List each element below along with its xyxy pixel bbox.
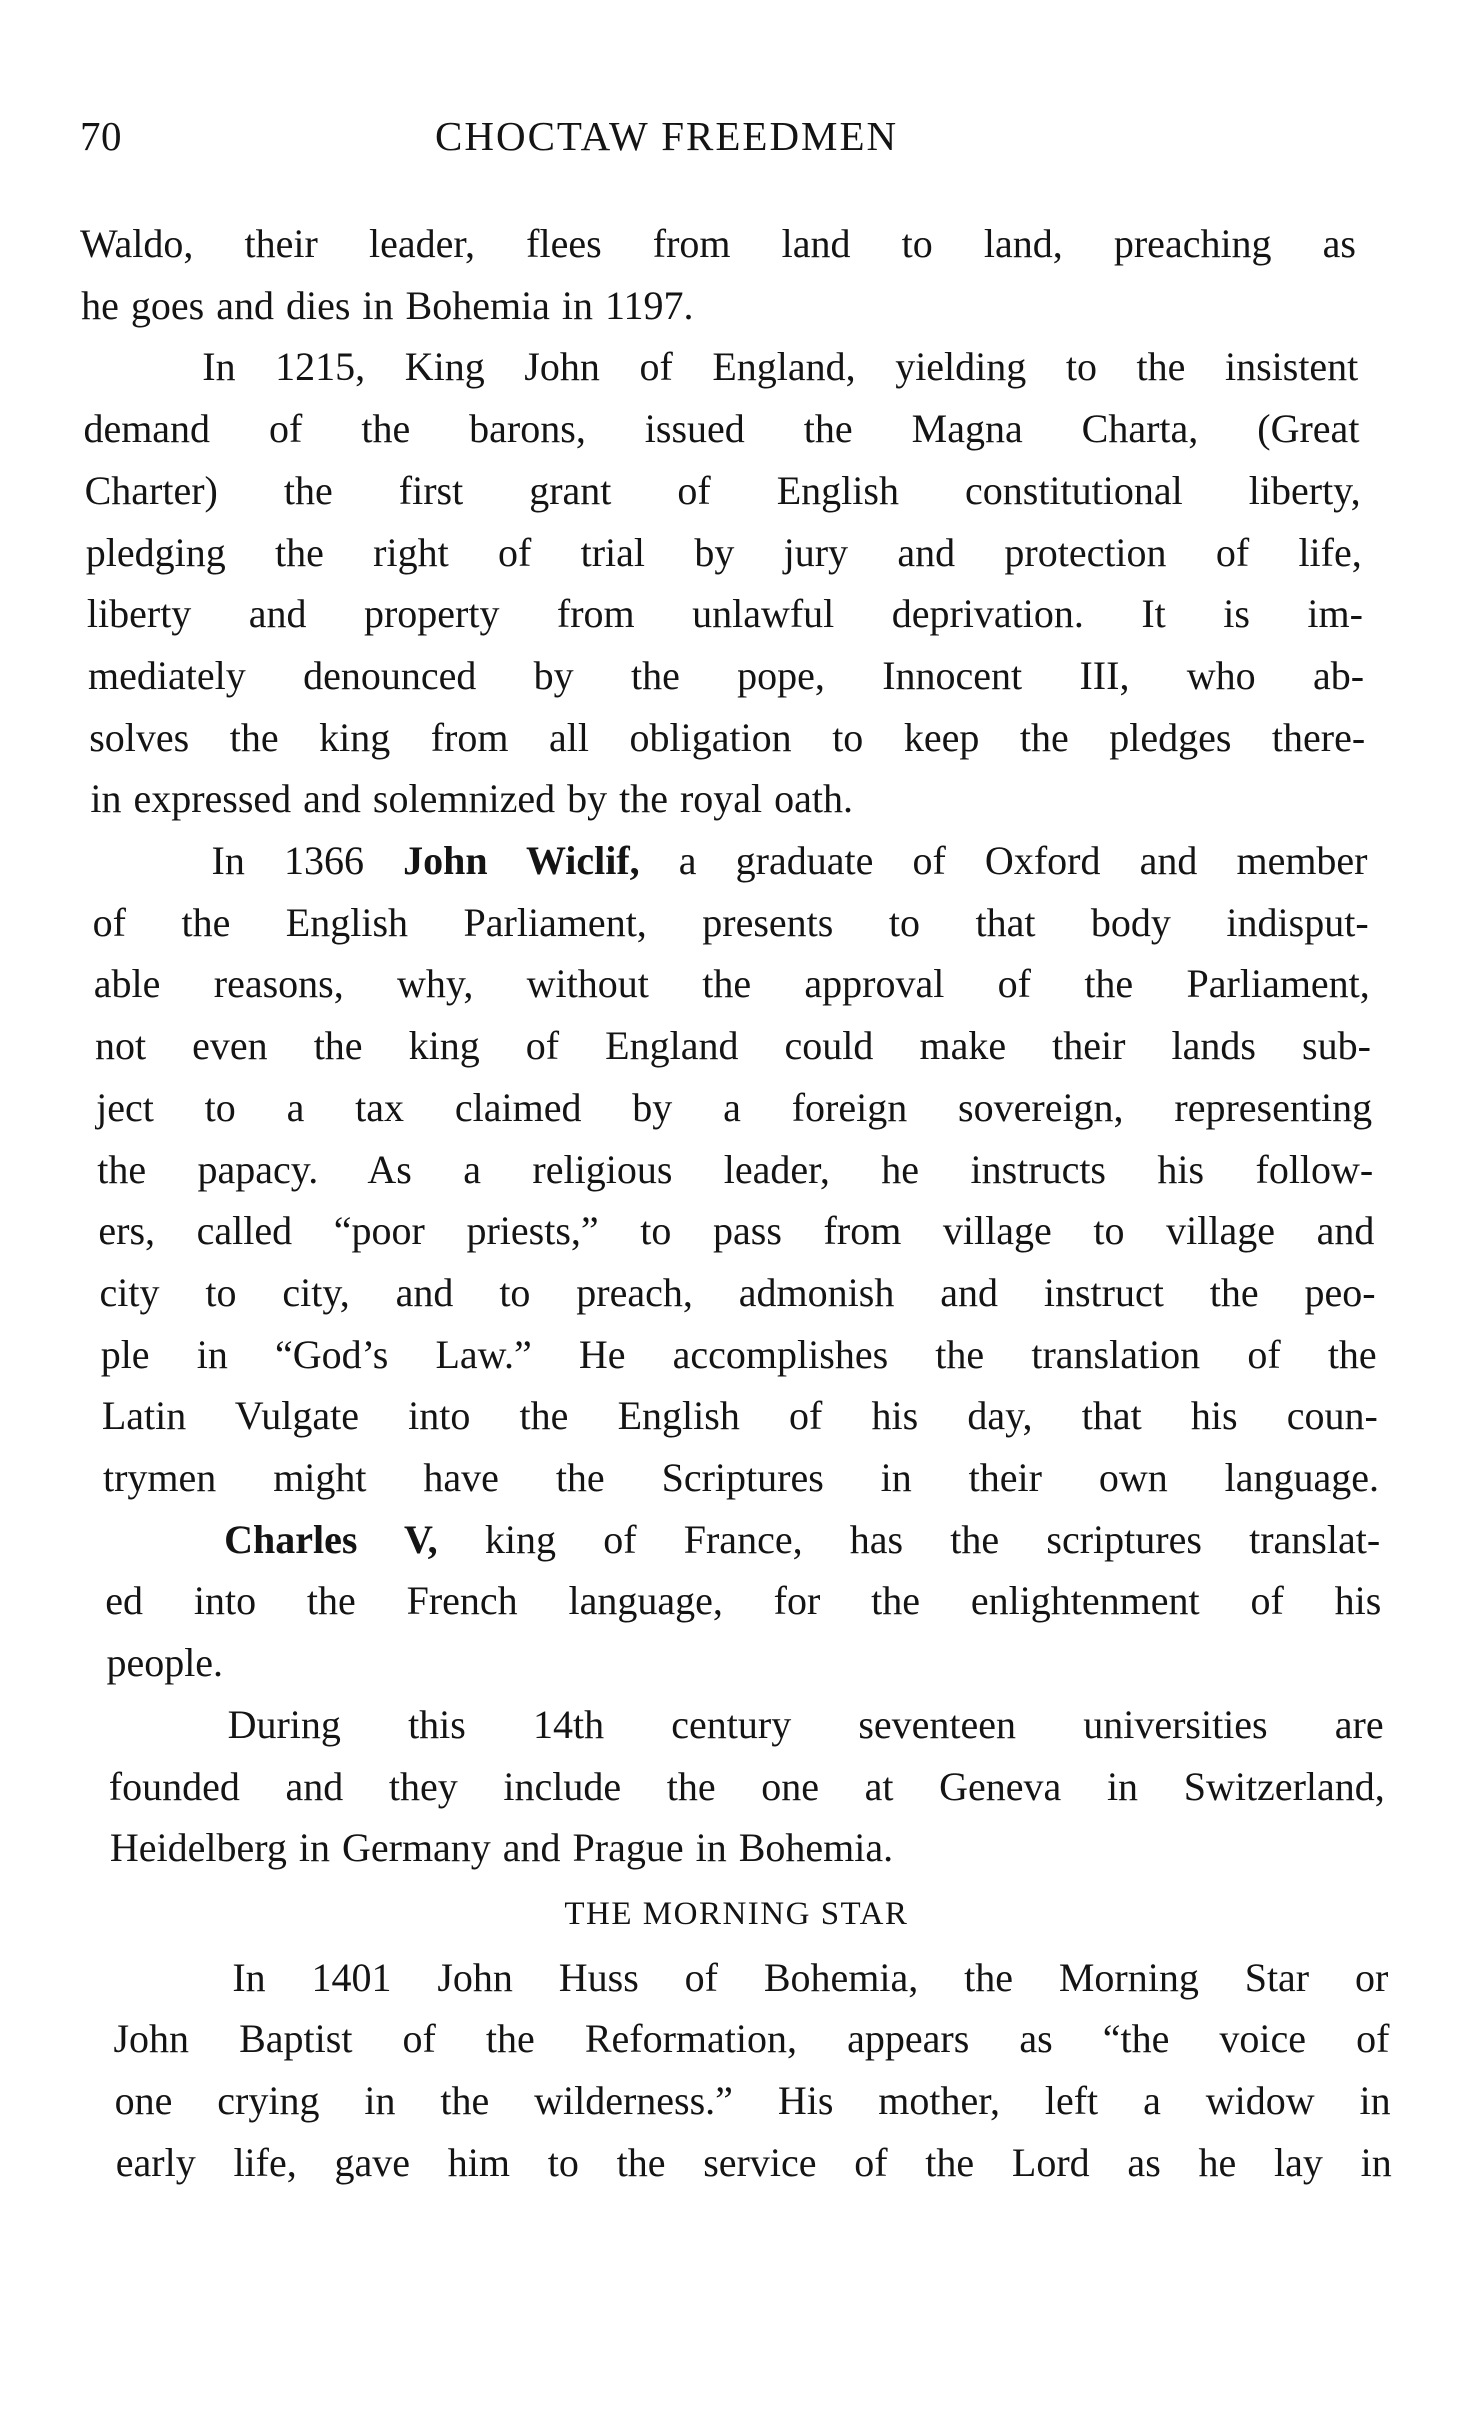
- text-line: [100, 1262, 1376, 1324]
- text-segment: mediately denounced by the pope, Innocent III, who ab-: [88, 652, 1365, 698]
- text-line: [115, 2070, 1391, 2132]
- text-line: [98, 1200, 1374, 1262]
- text-line: [94, 953, 1370, 1015]
- bold-name: John Wiclif,: [403, 838, 640, 883]
- text-line: [88, 645, 1364, 707]
- text-segment: he goes and dies in Bohemia in 1197.: [81, 282, 694, 328]
- text-line: [90, 768, 1366, 830]
- text-segment: ject to a tax claimed by a foreign sovereign, representing: [96, 1084, 1373, 1130]
- text-line: [83, 398, 1359, 460]
- text-line: [101, 1324, 1377, 1386]
- text-segment: In 1215, King John of England, yielding to the insistent: [202, 344, 1359, 390]
- text-line: [87, 583, 1363, 645]
- text-line: [109, 1756, 1385, 1818]
- text-line: [89, 707, 1365, 769]
- text-segment: solves the king from all obligation to keep the pledges there-: [89, 714, 1366, 760]
- text-line: [103, 1447, 1379, 1509]
- text-line: [80, 213, 1356, 275]
- text-line: [108, 1694, 1384, 1756]
- text-line: [97, 1139, 1373, 1201]
- text-line: [105, 1570, 1381, 1632]
- text-line: [116, 2132, 1392, 2194]
- page-number: 70: [80, 113, 122, 159]
- text-segment: In 1401 John Huss of Bohemia, the Morning Star or: [232, 1954, 1389, 2000]
- text-segment: Heidelberg in Germany and Prague in Bohemia.: [109, 1825, 894, 1871]
- text-line: [110, 1817, 1386, 1879]
- text-segment: city to city, and to preach, admonish and instruct the peo-: [99, 1269, 1376, 1315]
- text-line: [96, 1077, 1372, 1139]
- text-line: [81, 275, 1357, 337]
- text-segment: founded and they include the one at Geneva in Switzerland,: [108, 1763, 1385, 1809]
- text-segment: ed into the French language, for the enlightenment of his: [105, 1578, 1382, 1624]
- text-segment: people.: [106, 1640, 224, 1686]
- text-segment: Latin Vulgate into the English of his day, that his coun-: [101, 1393, 1378, 1439]
- text-line: [106, 1632, 1382, 1694]
- text-segment: John Baptist of the Reformation, appears as “the voice of: [113, 2016, 1390, 2062]
- text-segment: a graduate of Oxford and member: [639, 838, 1368, 883]
- text-segment: ers, called “poor priests,” to pass from village to village and: [98, 1208, 1375, 1254]
- text-segment: of the English Parliament, presents to that body indisput-: [92, 899, 1369, 945]
- text-segment: ple in “God’s Law.” He accomplishes the translation of the: [100, 1331, 1377, 1377]
- section-heading: THE MORNING STAR: [564, 1895, 909, 1932]
- text-line: [95, 1015, 1371, 1077]
- text-segment: pledging the right of trial by jury and protection of life,: [85, 529, 1362, 575]
- text-line: [92, 830, 1368, 892]
- text-segment: trymen might have the Scriptures in their own language.: [103, 1455, 1379, 1500]
- text-line: [85, 460, 1361, 522]
- text-segment: one crying in the wilderness.” His mother, left a widow in: [114, 2078, 1391, 2124]
- text-segment: In 1366: [211, 838, 404, 883]
- text-segment: liberty and property from unlawful deprivation. It is im-: [86, 591, 1363, 637]
- text-line: [93, 892, 1369, 954]
- text-segment: able reasons, why, without the approval of the Parliament,: [93, 961, 1370, 1007]
- text-line: [102, 1385, 1378, 1447]
- text-segment: demand of the barons, issued the Magna Charta, (Great: [83, 406, 1360, 452]
- text-line: [86, 522, 1362, 584]
- text-segment: Waldo, their leader, flees from land to land, preaching as: [80, 221, 1356, 266]
- text-line: [104, 1509, 1380, 1571]
- text-segment: the papacy. As a religious leader, he instructs his follow-: [97, 1146, 1374, 1192]
- text-segment: in expressed and solemnized by the royal oath.: [90, 776, 854, 822]
- text-segment: During this 14th century seventeen universities are: [227, 1701, 1384, 1747]
- text-segment: early life, gave him to the service of the Lord as he lay in: [115, 2139, 1392, 2185]
- text-segment: Charter) the first grant of English constitutional liberty,: [84, 467, 1361, 513]
- text-segment: not even the king of England could make their lands sub-: [94, 1023, 1371, 1069]
- text-line: [113, 2008, 1389, 2070]
- text-line: [82, 336, 1358, 398]
- text-line: [112, 1947, 1388, 2009]
- text-segment: king of France, has the scriptures translat-: [437, 1516, 1381, 1562]
- running-title: CHOCTAW FREEDMEN: [435, 113, 899, 159]
- bold-name: Charles V,: [224, 1516, 438, 1562]
